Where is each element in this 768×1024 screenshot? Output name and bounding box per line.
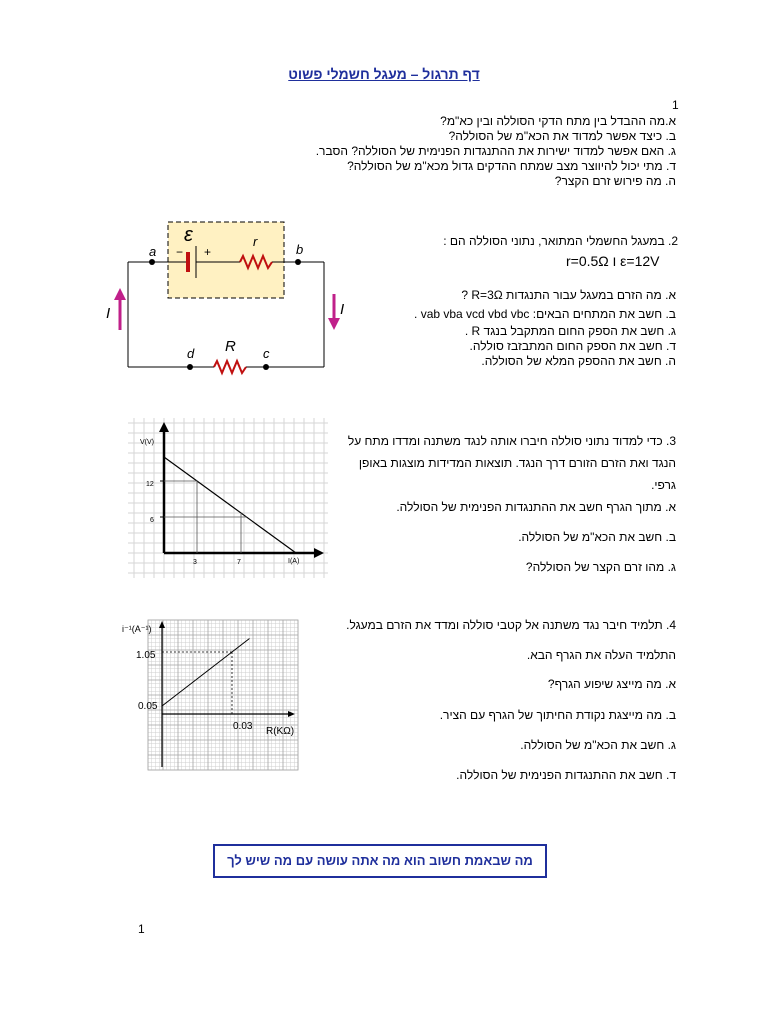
q4-line2: התלמיד העלה את הגרף הבא. <box>526 648 676 662</box>
a-label: a <box>149 244 157 259</box>
q1-item: ד. מתי יכול להיווצר מצב שמתח ההדקים גדול מכא"מ של הסוללה? <box>347 159 676 173</box>
r-label: r <box>253 234 258 249</box>
q2-item: ה. חשב את ההספק המלא של הסוללה. <box>481 354 676 368</box>
q4-text: 4. תלמיד חיבר נגד משתנה אל קטבי סוללה ומדד את הזרם במעגל. <box>346 618 676 632</box>
c-label: c <box>263 346 270 361</box>
q3-item: ג. מהו זרם הקצר של הסוללה? <box>525 560 676 574</box>
q3-line: 3. כדי למדוד נתוני סוללה חיברו אותה לנגד משתנה ומדדו מתח על <box>347 434 676 448</box>
q2-item: ג. חשב את הספק החום המתקבל בנגד R . <box>464 324 676 338</box>
q1-number: 1 <box>672 98 679 112</box>
chart1-xlabel: I(A) <box>288 558 300 565</box>
current-arrow-down <box>328 318 340 330</box>
q3-line: גרפי. <box>651 478 676 492</box>
chart2-ytick: 1.05 <box>136 650 156 661</box>
chart2-xlabel: R(KΩ) <box>266 726 295 737</box>
q2-given: r=0.5Ω ו ε=12V <box>566 253 660 269</box>
q2-item: א. מה הזרם במעגל עבור התנגדות R=3Ω ? <box>461 288 676 302</box>
page-number: 1 <box>138 922 145 936</box>
chart2-ylabel: i⁻¹(A⁻¹) <box>122 624 152 634</box>
q3-item: א. מתוך הגרף חשב את ההתנגדות הפנימית של הסוללה. <box>396 500 676 514</box>
external-resistor <box>214 361 246 373</box>
q2-intro: 2. במעגל החשמלי המתואר, נתוני הסוללה הם : <box>443 234 678 248</box>
chart1-ytick: 12 <box>146 481 154 488</box>
q4-item: ד. חשב את ההתנגדות הפנימית של הסוללה. <box>456 768 676 782</box>
chart1-xtick: 7 <box>237 559 241 566</box>
plus-label: + <box>204 245 212 259</box>
q1-item: א.מה ההבדל בין מתח הדקי הסוללה ובין כא"מ? <box>440 114 676 128</box>
q3-text <box>348 430 676 496</box>
q4-item: ג. חשב את הכא"מ של הסוללה. <box>520 738 676 752</box>
R-label: R <box>225 338 236 355</box>
motivational-quote: מה שבאמת חשוב הוא מה אתה עושה עם מה שיש לך <box>213 844 547 878</box>
q1-item: ג. האם אפשר למדוד ישירות את ההתנגדות הפנימית של הסוללה? הסבר. <box>315 144 676 158</box>
q3-line: הנגד ואת הזרם הזורם דרך הנגד. תוצאות המדידות מוצגות באופן <box>358 456 676 470</box>
chart1-ylabel: V(V) <box>140 439 154 446</box>
q3-item: ב. חשב את הכא"מ של הסוללה. <box>518 530 676 544</box>
node-a <box>149 259 155 265</box>
q2-list <box>414 288 676 369</box>
page-title: דף תרגול – מעגל חשמלי פשוט <box>288 66 480 82</box>
current-arrow-up <box>114 288 126 300</box>
q1-item: ב. כיצד אפשר למדוד את הכא"מ של הסוללה? <box>448 129 676 143</box>
current-label-right: I <box>340 301 345 318</box>
q1-list <box>316 114 676 189</box>
node-d <box>187 364 193 370</box>
node-b <box>295 259 301 265</box>
chart1-xtick: 3 <box>193 559 197 566</box>
q1-item: ה. מה פירוש זרם הקצר? <box>554 174 676 188</box>
minus-label: − <box>176 245 184 259</box>
b-label: b <box>296 242 304 257</box>
circuit-diagram <box>100 212 345 382</box>
emf-label: ε <box>184 224 193 246</box>
node-c <box>263 364 269 370</box>
chart2-xtick: 0.03 <box>233 721 253 732</box>
q4-item: ב. מה מייצגת נקודת החיתוך של הגרף עם הציר. <box>439 708 676 722</box>
q4-item: א. מה מייצג שיפוע הגרף? <box>547 677 676 691</box>
chart2-grid <box>148 620 298 770</box>
inverse-current-resistance-chart <box>118 612 308 772</box>
q2-item: ב. חשב את המתחים הבאים: vab vba vcd vbd vbc . <box>414 307 676 321</box>
current-label-left: I <box>106 305 111 322</box>
chart1-ytick: 6 <box>150 517 154 524</box>
voltage-current-chart <box>128 418 328 578</box>
battery-negative-plate <box>186 252 190 272</box>
chart2-ytick: 0.05 <box>138 701 158 712</box>
q2-item: ד. חשב את הספק החום המתבזבז סוללה. <box>469 339 676 353</box>
d-label: d <box>187 346 195 361</box>
